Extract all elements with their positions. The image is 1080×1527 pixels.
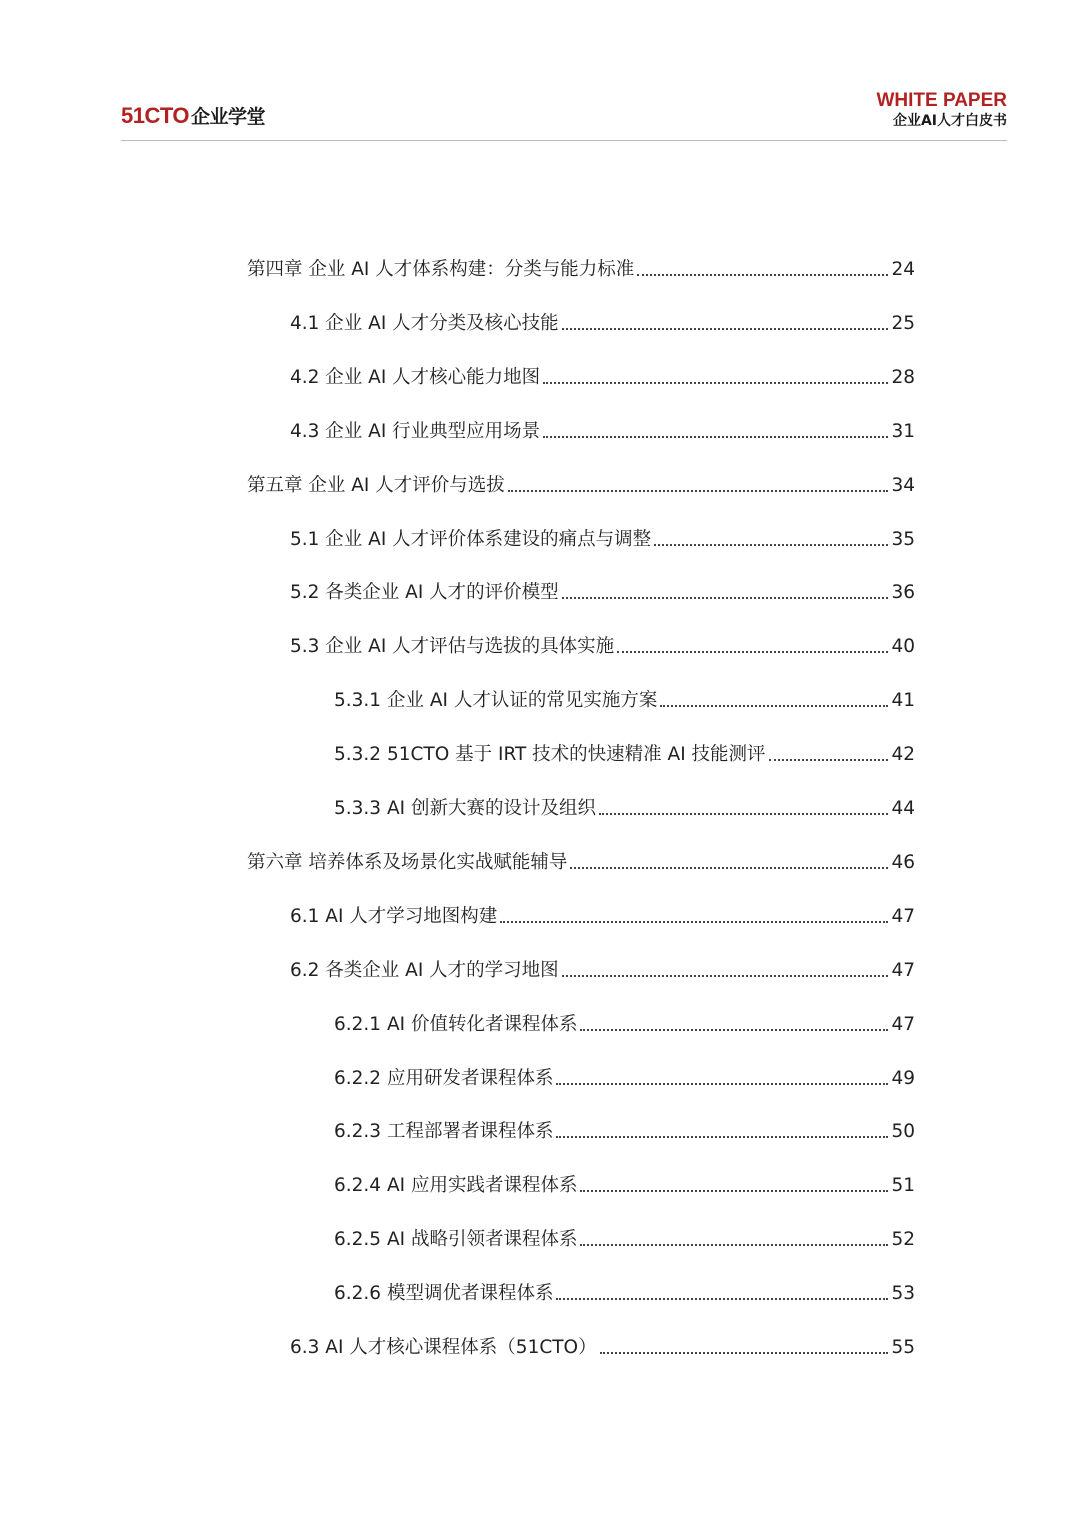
toc-entry[interactable] bbox=[334, 1169, 915, 1199]
toc-dot-leader bbox=[543, 436, 888, 438]
toc-entry-label: 5.3.1 企业 AI 人才认证的常见实施方案 bbox=[334, 690, 658, 712]
toc-page-number: 52 bbox=[891, 1229, 915, 1251]
toc-entry[interactable] bbox=[334, 1115, 915, 1145]
toc-page-number: 51 bbox=[891, 1175, 915, 1197]
page-header bbox=[121, 88, 1007, 141]
toc-page-number: 55 bbox=[891, 1337, 915, 1358]
toc-dot-leader bbox=[617, 651, 888, 653]
toc-entry-label: 6.2.2 应用研发者课程体系 bbox=[334, 1067, 554, 1089]
toc-page-number: 42 bbox=[891, 744, 915, 766]
toc-entry-label: 5.1 企业 AI 人才评价体系建设的痛点与调整 bbox=[290, 528, 652, 550]
toc-dot-leader bbox=[654, 544, 888, 546]
toc-entry[interactable] bbox=[334, 1223, 915, 1253]
toc-page-number: 47 bbox=[891, 959, 915, 981]
toc-page-number: 25 bbox=[891, 312, 915, 334]
toc-dot-leader bbox=[580, 1244, 888, 1246]
toc-page-number: 46 bbox=[891, 851, 915, 873]
toc-entry[interactable] bbox=[290, 1331, 915, 1361]
toc-entry[interactable] bbox=[290, 361, 915, 391]
toc-page-number: 28 bbox=[891, 366, 915, 388]
toc-page-number: 41 bbox=[891, 690, 915, 712]
toc-entry[interactable] bbox=[334, 1062, 915, 1092]
toc-entry[interactable] bbox=[290, 630, 915, 660]
toc-dot-leader bbox=[562, 328, 889, 330]
toc-entry[interactable] bbox=[290, 954, 915, 984]
toc-entry[interactable] bbox=[290, 900, 915, 930]
toc-entry[interactable] bbox=[247, 846, 915, 876]
toc-page-number: 31 bbox=[891, 420, 915, 442]
toc-entry[interactable] bbox=[334, 792, 915, 822]
toc-entry[interactable] bbox=[247, 469, 915, 499]
toc-entry-label: 5.2 各类企业 AI 人才的评价模型 bbox=[290, 582, 559, 604]
toc-entry-label: 第四章 企业 AI 人才体系构建：分类与能力标准 bbox=[247, 259, 635, 280]
toc-entry-label: 5.3 企业 AI 人才评估与选拔的具体实施 bbox=[290, 636, 615, 658]
toc-dot-leader bbox=[580, 1190, 888, 1192]
white-paper-label bbox=[876, 90, 1007, 130]
toc-dot-leader bbox=[556, 1298, 888, 1300]
toc-entry-label: 5.3.3 AI 创新大赛的设计及组织 bbox=[334, 798, 596, 819]
toc-dot-leader bbox=[570, 867, 888, 869]
toc-entry-label: 6.1 AI 人才学习地图构建 bbox=[290, 905, 498, 927]
toc-entry-label: 6.2.3 工程部署者课程体系 bbox=[334, 1121, 554, 1143]
toc-dot-leader bbox=[562, 975, 889, 977]
toc-entry-label: 4.3 企业 AI 行业典型应用场景 bbox=[290, 420, 541, 442]
toc-page-number: 36 bbox=[891, 582, 915, 604]
toc-entry[interactable] bbox=[247, 253, 915, 283]
brand-text: 企业学堂 bbox=[191, 106, 266, 128]
toc-entry[interactable] bbox=[290, 415, 915, 445]
toc-dot-leader bbox=[599, 813, 889, 815]
toc-page-number: 53 bbox=[891, 1283, 915, 1305]
brand-logo bbox=[121, 102, 265, 129]
toc-entry-label: 5.3.2 51CTO 基于 IRT 技术的快速精准 AI 技能测评 bbox=[334, 744, 766, 766]
toc-dot-leader bbox=[562, 597, 889, 599]
toc-page-number: 50 bbox=[891, 1121, 915, 1143]
toc-entry-label: 6.2.4 AI 应用实践者课程体系 bbox=[334, 1175, 578, 1197]
toc-page-number: 35 bbox=[891, 528, 915, 550]
toc-dot-leader bbox=[600, 1352, 889, 1354]
toc-dot-leader bbox=[500, 921, 888, 923]
brand-number: 51CTO bbox=[121, 103, 190, 128]
toc-dot-leader bbox=[637, 274, 888, 276]
toc-dot-leader bbox=[769, 759, 889, 761]
toc-entry-label: 第六章 培养体系及场景化实战赋能辅导 bbox=[247, 851, 568, 873]
toc-page-number: 44 bbox=[891, 798, 915, 819]
toc-entry-label: 4.1 企业 AI 人才分类及核心技能 bbox=[290, 312, 559, 334]
toc-page-number: 47 bbox=[891, 905, 915, 927]
toc-entry[interactable] bbox=[290, 576, 915, 606]
toc-page-number: 24 bbox=[891, 259, 915, 280]
toc-entry[interactable] bbox=[334, 684, 915, 714]
toc-dot-leader bbox=[508, 490, 889, 492]
toc-entry-label: 第五章 企业 AI 人才评价与选拔 bbox=[247, 474, 505, 496]
toc-entry[interactable] bbox=[334, 738, 915, 768]
white-paper-title: WHITE PAPER bbox=[876, 90, 1007, 111]
toc-entry-label: 6.2 各类企业 AI 人才的学习地图 bbox=[290, 959, 559, 981]
toc-entry[interactable] bbox=[290, 307, 915, 337]
toc-entry-label: 6.2.5 AI 战略引领者课程体系 bbox=[334, 1229, 578, 1251]
toc-entry[interactable] bbox=[334, 1008, 915, 1038]
toc-page-number: 40 bbox=[891, 636, 915, 658]
toc-page-number: 34 bbox=[891, 474, 915, 496]
toc-dot-leader bbox=[580, 1029, 888, 1031]
toc-dot-leader bbox=[556, 1136, 888, 1138]
white-paper-subtitle: 企业AI人才白皮书 bbox=[892, 113, 1007, 129]
toc-entry[interactable] bbox=[334, 1277, 915, 1307]
toc-entry-label: 6.3 AI 人才核心课程体系（51CTO） bbox=[290, 1337, 597, 1358]
toc-entry-label: 6.2.1 AI 价值转化者课程体系 bbox=[334, 1013, 578, 1035]
toc-dot-leader bbox=[556, 1083, 888, 1085]
toc-entry[interactable] bbox=[290, 523, 915, 553]
toc-entry-label: 4.2 企业 AI 人才核心能力地图 bbox=[290, 366, 541, 388]
toc-dot-leader bbox=[660, 705, 888, 707]
toc-page-number: 47 bbox=[891, 1013, 915, 1035]
toc-entry-label: 6.2.6 模型调优者课程体系 bbox=[334, 1283, 554, 1305]
toc-page-number: 49 bbox=[891, 1067, 915, 1089]
toc-dot-leader bbox=[543, 382, 888, 384]
